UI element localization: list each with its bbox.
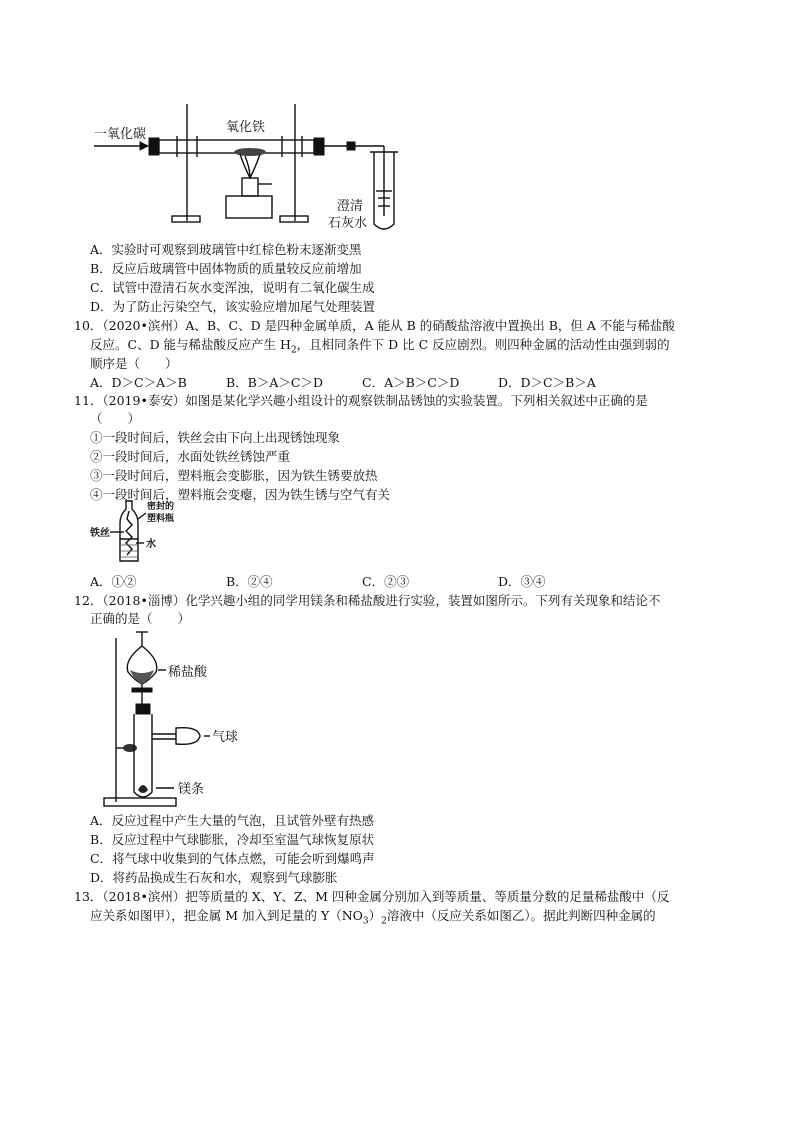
q9-option-d: D．为了防止污染空气，该实验应增加尾气处理装置 bbox=[90, 299, 376, 314]
q12-option-c: C．将气球中收集到的气体点燃，可能会听到爆鸣声 bbox=[90, 851, 375, 866]
q10-option-c: C．A＞B＞C＞D bbox=[362, 375, 460, 390]
label-iron-oxide: 氧化铁 bbox=[226, 120, 266, 135]
label-sealed-bottle-1: 密封的 bbox=[147, 502, 175, 512]
label-water: 水 bbox=[146, 539, 156, 550]
q11-statement-4: ④一段时间后，塑料瓶会变瘪，因为铁生锈与空气有关 bbox=[90, 487, 391, 502]
q10-options bbox=[90, 374, 596, 392]
q11-options bbox=[90, 573, 546, 591]
q9-option-a: A．实验时可观察到玻璃管中红棕色粉末逐渐变黑 bbox=[90, 242, 362, 257]
q12-option-a: A．反应过程中产生大量的气泡，且试管外壁有热感 bbox=[90, 813, 375, 828]
label-mg-ribbon: 镁条 bbox=[178, 782, 205, 797]
q10-option-a: A．D＞C＞A＞B bbox=[90, 375, 187, 390]
q11-statement-1: ①一段时间后，铁丝会由下向上出现锈蚀现象 bbox=[90, 430, 341, 445]
q11-option-b: B．②④ bbox=[226, 574, 273, 589]
q12-option-b: B．反应过程中气球膨胀，冷却至室温气球恢复原状 bbox=[90, 832, 375, 847]
mg-acid-apparatus-figure bbox=[100, 630, 270, 810]
label-limewater-2: 石灰水 bbox=[328, 216, 368, 231]
co-reduction-apparatus-figure bbox=[92, 96, 422, 236]
q10-option-b: B．B＞A＞C＞D bbox=[226, 375, 323, 390]
label-iron-wire: 铁丝 bbox=[90, 528, 110, 539]
label-dilute-hcl: 稀盐酸 bbox=[168, 665, 208, 680]
q10-option-d: D．D＞C＞B＞A bbox=[498, 375, 596, 390]
label-sealed-bottle-2: 塑料瓶 bbox=[147, 514, 175, 524]
q9-option-c: C．试管中澄清石灰水变浑浊，说明有二氧化碳生成 bbox=[90, 280, 375, 295]
label-co: 一氧化碳 bbox=[94, 127, 147, 142]
q12-stem-line2: 正确的是（ ） bbox=[90, 611, 191, 626]
q11-stem-line2: （ ） bbox=[90, 411, 141, 426]
q10-stem-line1: 10．（2020•滨州）A、B、C、D 是四种金属单质，A 能从 B 的硝酸盐溶液中置换出 B，但 A 不能与稀盐酸 bbox=[74, 318, 675, 333]
q11-statement-3: ③一段时间后，塑料瓶会变膨胀，因为铁生锈要放热 bbox=[90, 468, 378, 483]
q12-option-d: D．将药品换成生石灰和水，观察到气球膨胀 bbox=[90, 870, 338, 885]
q10-stem-line3: 顺序是（ ） bbox=[90, 356, 178, 371]
q10-stem-line2: 反应。C、D 能与稀盐酸反应产生 $H_2$，且相同条件下 D 比 C 反应剧烈。则四种金属的活动性由强到弱的 bbox=[90, 337, 670, 356]
q12-stem-line1: 12．（2018•淄博）化学兴趣小组的同学用镁条和稀盐酸进行实验，装置如图所示。下列有关现象和结论不 bbox=[74, 593, 661, 608]
q11-option-c: C．②③ bbox=[362, 574, 410, 589]
q13-stem-line2: 应关系如图甲），把金属 M 加入到足量的 $Y(NO_3)_2$溶液中（反应关系如图乙）。据此判断四种金属的 bbox=[90, 908, 656, 927]
q11-statement-2: ②一段时间后，水面处铁丝锈蚀严重 bbox=[90, 449, 291, 464]
q13-stem-line1: 13．（2018•滨州）把等质量的 X、Y、Z、M 四种金属分别加入到等质量、等质量分数的足量稀盐酸中（反 bbox=[74, 889, 670, 904]
label-balloon: 气球 bbox=[212, 730, 239, 745]
rust-bottle-figure bbox=[90, 497, 200, 567]
label-limewater-1: 澄清 bbox=[337, 199, 364, 214]
q11-stem-line1: 11．（2019•泰安）如图是某化学兴趣小组设计的观察铁制品锈蚀的实验装置。下列相关叙述中正确的是 bbox=[74, 393, 648, 408]
q9-option-b: B．反应后玻璃管中固体物质的质量较反应前增加 bbox=[90, 261, 362, 276]
q11-option-d: D．③④ bbox=[498, 574, 546, 589]
q11-option-a: A．①② bbox=[90, 574, 137, 589]
